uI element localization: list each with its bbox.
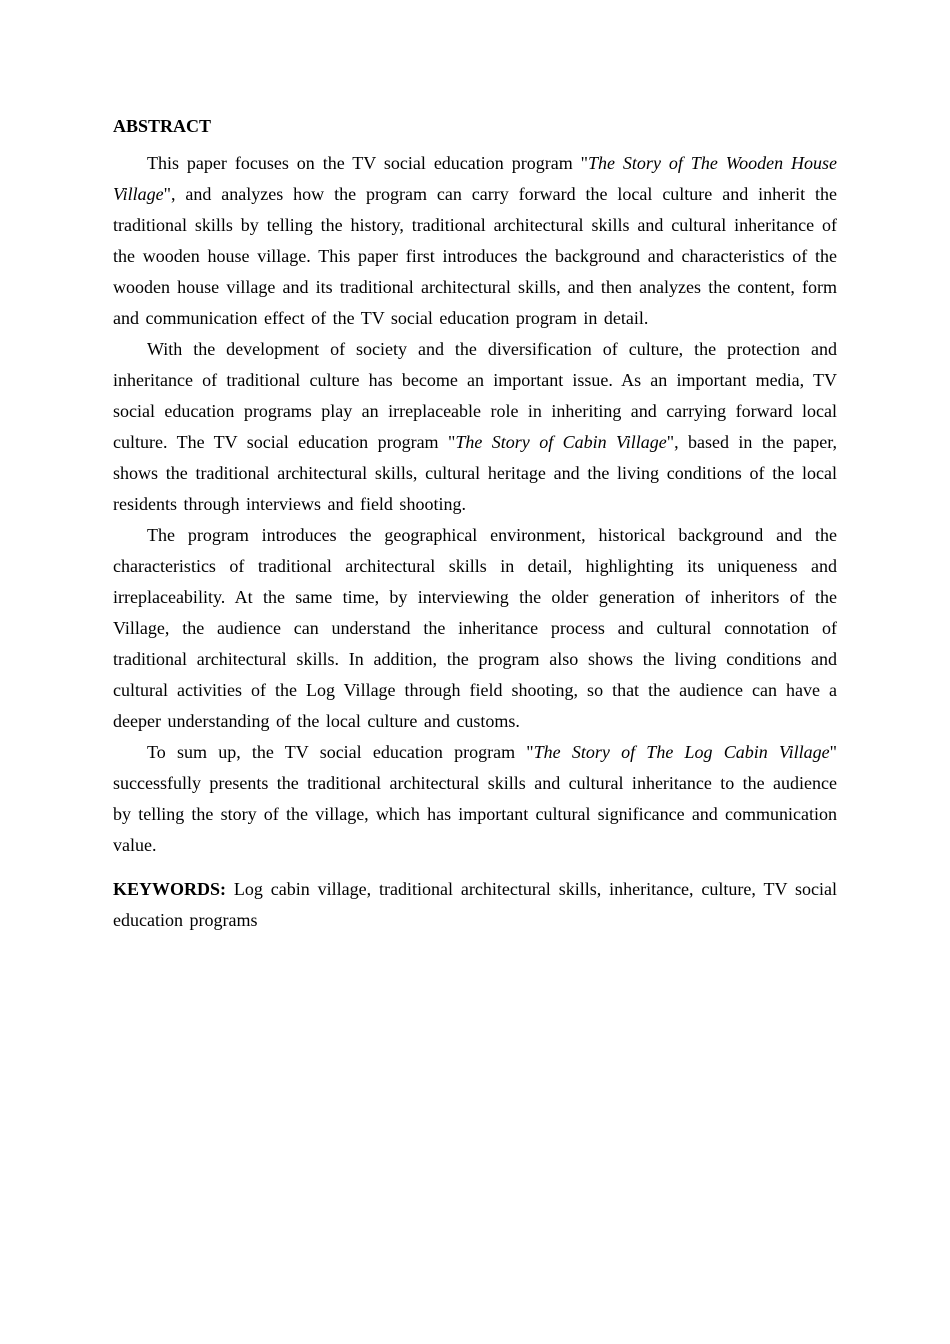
paragraph-text: To sum up, the TV social education program " — [147, 742, 534, 762]
program-title: The Story of Cabin Village — [455, 432, 667, 452]
paragraph-text: With the development of society and the diversification of culture, the protection and inheritance of traditional culture has become an important issue. As an important media, TV social education programs play an irreplaceable role in inheriting and carrying forward local culture. The TV social education program " — [113, 339, 837, 452]
abstract-paragraph-3 — [113, 520, 837, 737]
keywords-text: Log cabin village, traditional architectural skills, inheritance, culture, TV social education programs — [113, 879, 837, 930]
paragraph-text: This paper focuses on the TV social education program " — [147, 153, 588, 173]
keywords-line — [113, 874, 837, 936]
paragraph-text: The program introduces the geographical environment, historical background and the characteristics of traditional architectural skills in detail, highlighting its uniqueness and irreplaceability. At the same time, by interviewing the older generation of inheritors of the Village, the audience can understand the inheritance process and cultural connotation of traditional architectural skills. In addition, the program also shows the living conditions and cultural activities of the Log Village through field shooting, so that the audience can have a deeper understanding of the local culture and customs. — [113, 525, 837, 731]
paragraph-text: " successfully presents the traditional architectural skills and cultural inheritance to the audience by telling the story of the village, which has important cultural significance and communication value. — [113, 742, 837, 855]
abstract-paragraph-1 — [113, 148, 837, 334]
abstract-heading: ABSTRACT — [113, 116, 212, 136]
abstract-paragraph-4 — [113, 737, 837, 861]
paragraph-text: ", based in the paper, shows the traditional architectural skills, cultural heritage and the living conditions of the local residents through interviews and field shooting. — [113, 432, 838, 514]
abstract-paragraph-2 — [113, 334, 837, 520]
keywords-label: KEYWORDS: — [113, 879, 227, 899]
program-title: The Story of The Log Cabin Village — [533, 742, 830, 762]
program-title: The Story of The Wooden House Village — [113, 153, 837, 204]
document-page — [113, 113, 837, 936]
paragraph-text: ", and analyzes how the program can carry forward the local culture and inherit the traditional skills by telling the history, traditional architectural skills and cultural inheritance of the wooden house village. This paper first introduces the background and characteristics of the wooden house village and its traditional architectural skills, and then analyzes the content, form and communication effect of the TV social education program in detail. — [113, 184, 837, 328]
